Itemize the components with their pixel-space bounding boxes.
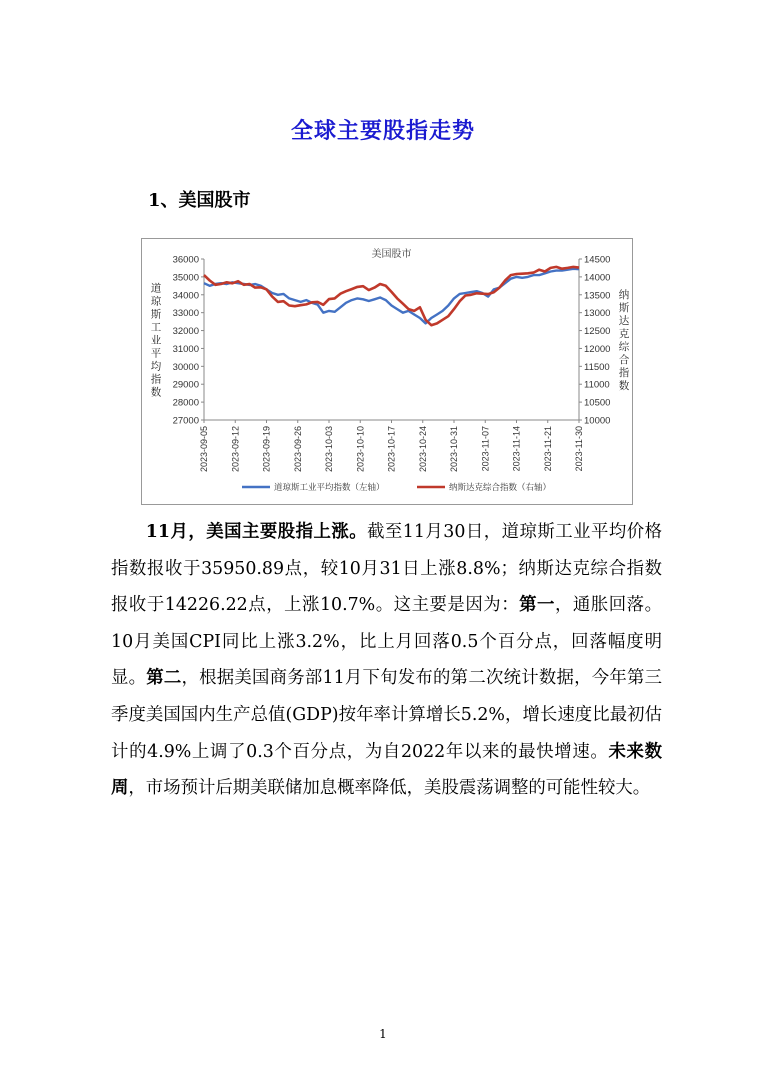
y-tick-label-left: 30000 xyxy=(172,361,199,373)
paragraph-text xyxy=(111,514,662,807)
x-tick-label: 2023-10-03 xyxy=(324,426,334,473)
text-run: ，市场预计后期美联储加息概率降低，美股震荡调整的可能性较大。 xyxy=(128,778,651,799)
y-axis-label-right: 斯 xyxy=(618,302,630,314)
y-tick-label-right: 11000 xyxy=(584,379,610,391)
text-run: ，根据美国商务部11月下旬发布的第二次统计数据，今年第三季度美国国内生产总值(GDP)按年率计算增长5.2%，增长速度比最初估计的4.9%上调了0.3个百分点，为自2022年以来的最快增速。 xyxy=(111,668,662,762)
nasdaq-line xyxy=(204,267,579,325)
legend-label: 纳斯达克综合指数（右轴） xyxy=(449,482,552,492)
x-tick-label: 2023-10-24 xyxy=(417,426,428,473)
y-tick-label-right: 13000 xyxy=(584,308,611,320)
body-paragraph xyxy=(111,514,662,807)
y-tick-label-right: 10000 xyxy=(584,415,611,427)
y-tick-label-left: 35000 xyxy=(172,272,199,284)
bold-phrase: 未来数周 xyxy=(111,741,662,799)
y-axis-label-left: 道 xyxy=(150,282,162,295)
x-tick-label: 2023-11-21 xyxy=(542,426,553,472)
y-axis-label-left: 琼 xyxy=(150,295,162,308)
y-tick-label-left: 28000 xyxy=(172,397,199,409)
y-tick-label-left: 31000 xyxy=(172,343,199,355)
dow-jones-line xyxy=(204,269,579,324)
y-tick-label-right: 12000 xyxy=(584,343,611,355)
x-tick-label: 2023-11-30 xyxy=(574,426,584,472)
y-tick-label-left: 32000 xyxy=(172,326,199,338)
page-title: 全球主要股指走势 xyxy=(290,118,475,144)
y-axis-label-left: 指 xyxy=(150,373,162,386)
chart-svg xyxy=(142,239,632,504)
x-tick-label: 2023-11-14 xyxy=(511,426,522,472)
y-axis-label-right: 指 xyxy=(618,367,630,379)
y-axis-label-right: 合 xyxy=(618,354,630,366)
x-tick-label: 2023-11-07 xyxy=(480,426,491,472)
x-tick-label: 2023-10-31 xyxy=(449,426,459,473)
y-axis-label-left: 业 xyxy=(150,334,162,347)
y-tick-label-left: 27000 xyxy=(172,415,199,427)
y-tick-label-right: 11500 xyxy=(584,361,610,373)
y-axis-label-left: 工 xyxy=(150,321,162,334)
y-axis-label-right: 数 xyxy=(618,380,630,392)
y-axis-label-left: 平 xyxy=(150,347,162,360)
y-axis-label-right: 纳 xyxy=(618,289,630,301)
bold-phrase: 第一 xyxy=(519,595,555,616)
y-tick-label-right: 12500 xyxy=(584,326,611,338)
y-axis-label-right: 综 xyxy=(618,341,630,353)
y-tick-label-right: 10500 xyxy=(584,397,611,409)
page-number: 1 xyxy=(379,1027,387,1041)
y-tick-label-right: 14000 xyxy=(584,272,611,284)
y-tick-label-left: 36000 xyxy=(172,254,199,266)
y-tick-label-left: 29000 xyxy=(172,379,199,391)
x-tick-label: 2023-09-19 xyxy=(261,426,272,473)
text-run: ，通胀回落。10月美国CPI同比上涨3.2%，比上月回落0.5个百分点，回落幅度明显。 xyxy=(111,595,662,689)
y-tick-label-right: 14500 xyxy=(584,254,611,266)
legend-label: 道琼斯工业平均指数（左轴） xyxy=(274,482,385,492)
y-axis-label-right: 达 xyxy=(618,315,630,327)
y-axis-label-left: 斯 xyxy=(150,308,162,321)
text-run: 截至11月30日，道琼斯工业平均价格指数报收于35950.89点，较10月31日上涨8.8%；纳斯达克综合指数报收于14226.22点，上涨10.7%。这主要是因为： xyxy=(111,522,662,616)
bold-phrase: 第二 xyxy=(146,668,182,689)
us-stock-chart xyxy=(141,238,633,505)
y-tick-label-left: 34000 xyxy=(172,290,199,302)
x-tick-label: 2023-09-12 xyxy=(230,426,241,473)
y-axis-label-right: 克 xyxy=(618,328,630,340)
y-tick-label-left: 33000 xyxy=(172,308,199,320)
bold-phrase: 11月，美国主要股指上涨。 xyxy=(145,522,368,542)
y-axis-label-left: 均 xyxy=(150,360,162,373)
y-axis-label-left: 数 xyxy=(150,386,162,399)
x-tick-label: 2023-09-05 xyxy=(199,426,209,473)
x-tick-label: 2023-10-10 xyxy=(355,426,366,473)
chart-title: 美国股市 xyxy=(371,249,412,260)
x-tick-label: 2023-09-26 xyxy=(292,426,303,473)
x-tick-label: 2023-10-17 xyxy=(386,426,397,473)
section-heading: 1、美国股市 xyxy=(148,190,251,211)
y-tick-label-right: 13500 xyxy=(584,290,611,302)
